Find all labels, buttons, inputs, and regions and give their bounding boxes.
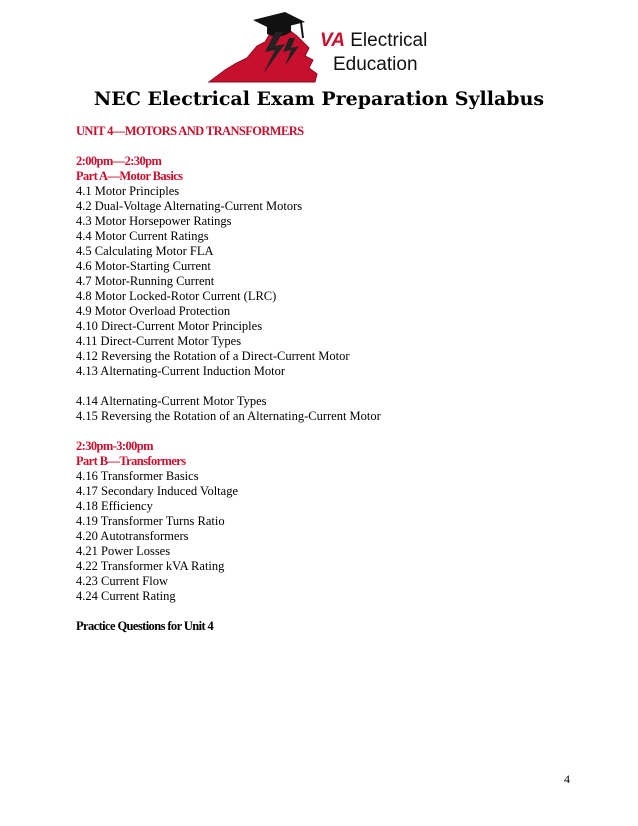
logo-initials: VA	[320, 30, 345, 51]
unit-heading: UNIT 4—MOTORS AND TRANSFORMERS	[76, 124, 304, 138]
syllabus-item: 4.7 Motor-Running Current	[76, 274, 215, 288]
va-electrical-education-logo	[205, 8, 455, 88]
syllabus-item: 4.12 Reversing the Rotation of a Direct-Current Motor	[76, 349, 350, 363]
syllabus-item: 4.23 Current Flow	[76, 574, 169, 588]
part-a-heading: Part A—Motor Basics	[76, 169, 183, 183]
syllabus-item: 4.11 Direct-Current Motor Types	[76, 334, 242, 348]
logo-line1-rest: Electrical	[344, 30, 428, 51]
practice-questions-heading: Practice Questions for Unit 4	[76, 619, 214, 633]
part-b-time: 2:30pm-3:00pm	[76, 439, 153, 453]
syllabus-item: 4.19 Transformer Turns Ratio	[76, 514, 225, 528]
syllabus-content	[76, 124, 596, 634]
syllabus-item: 4.20 Autotransformers	[76, 529, 189, 543]
page-title: NEC Electrical Exam Preparation Syllabus	[93, 88, 545, 110]
syllabus-item: 4.16 Transformer Basics	[76, 469, 199, 483]
part-b-heading: Part B—Transformers	[76, 454, 186, 468]
syllabus-item: 4.22 Transformer kVA Rating	[76, 559, 225, 573]
syllabus-item: 4.24 Current Rating	[76, 589, 176, 603]
syllabus-item: 4.2 Dual-Voltage Alternating-Current Motors	[76, 199, 303, 213]
syllabus-item: 4.9 Motor Overload Protection	[76, 304, 231, 318]
part-a-time: 2:00pm—2:30pm	[76, 154, 162, 168]
syllabus-item: 4.14 Alternating-Current Motor Types	[76, 394, 267, 408]
part-a-list-continued	[76, 394, 596, 424]
logo-text-line2: Education	[333, 54, 418, 75]
logo-text-line1	[320, 30, 427, 52]
syllabus-item: 4.1 Motor Principles	[76, 184, 180, 198]
syllabus-item: 4.8 Motor Locked-Rotor Current (LRC)	[76, 289, 277, 303]
syllabus-item: 4.6 Motor-Starting Current	[76, 259, 211, 273]
syllabus-item: 4.3 Motor Horsepower Ratings	[76, 214, 232, 228]
syllabus-item: 4.15 Reversing the Rotation of an Alternating-Current Motor	[76, 409, 381, 423]
virginia-map-icon	[205, 8, 325, 88]
syllabus-item: 4.5 Calculating Motor FLA	[76, 244, 214, 258]
page-number: 4	[564, 772, 570, 786]
syllabus-item: 4.13 Alternating-Current Induction Motor	[76, 364, 285, 378]
part-b-list	[76, 469, 596, 604]
syllabus-item: 4.17 Secondary Induced Voltage	[76, 484, 238, 498]
syllabus-item: 4.10 Direct-Current Motor Principles	[76, 319, 263, 333]
part-a-list	[76, 184, 596, 379]
syllabus-item: 4.21 Power Losses	[76, 544, 171, 558]
syllabus-item: 4.18 Efficiency	[76, 499, 153, 513]
syllabus-item: 4.4 Motor Current Ratings	[76, 229, 209, 243]
